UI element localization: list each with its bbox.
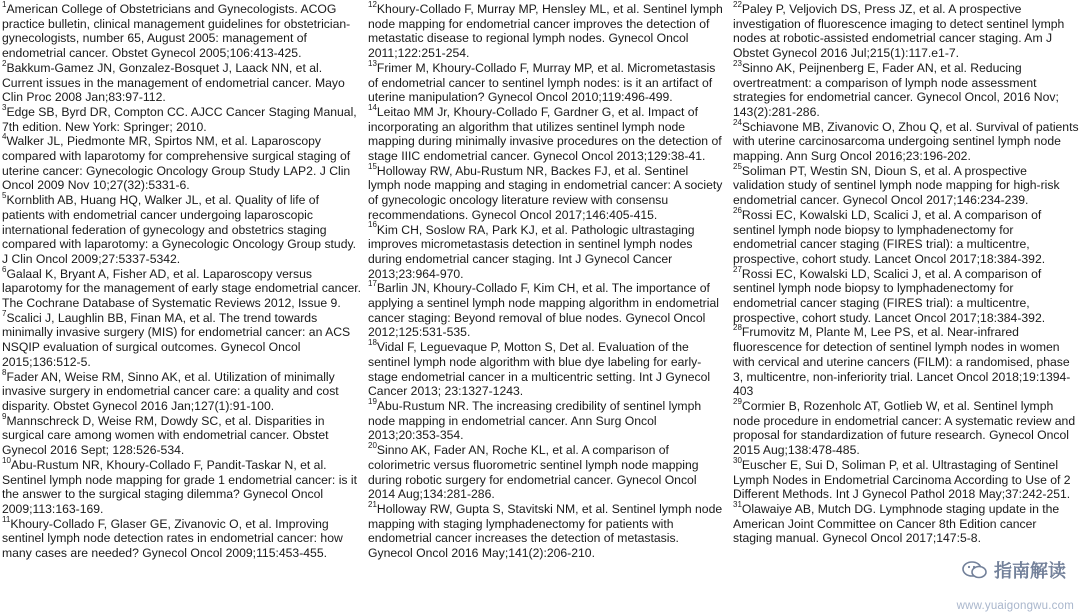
reference-item: [2, 411, 364, 458]
reference-text: Rossi EC, Kowalski LD, Scalici J, et al. A comparison of sentinel lymph node biopsy to lymphadenectomy for endometrial cancer staging (FIRES trial): a multicentre, prospective, cohort study. Lancet Oncol 2017;18:384-392.: [733, 266, 1046, 325]
reference-number: 10: [2, 455, 11, 465]
reference-number: 21: [368, 499, 377, 509]
reference-number: 9: [2, 411, 7, 421]
reference-number: 29: [733, 396, 742, 406]
reference-number: 1: [2, 0, 7, 9]
reference-text: Holloway RW, Abu-Rustum NR, Backes FJ, et al. Sentinel lymph node mapping and staging in endometrial cancer: A society of gynecologic oncology literature review with consensu recommendations. Gynecol Oncol 2017;146:405-415.: [368, 163, 723, 222]
reference-item: [2, 102, 364, 134]
reference-item: [368, 220, 724, 282]
reference-text: Abu-Rustum NR, Khoury-Collado F, Pandit-Taskar N, et al. Sentinel lymph node mapping for grade 1 endometrial cancer: is it the answer to the surgical staging dilemma? Gynecol Oncol 2009;113:163-169.: [2, 457, 357, 516]
reference-column-1: [2, 2, 364, 561]
reference-number: 22: [733, 0, 742, 9]
reference-text: Bakkum-Gamez JN, Gonzalez-Bosquet J, Laack NN, et al. Current issues in the management of endometrial cancer. Mayo Clin Proc 2008 Jan;83:97-112.: [2, 60, 345, 105]
reference-item: [2, 367, 364, 414]
reference-item: [368, 443, 724, 502]
reference-item: [2, 264, 364, 311]
watermark-url: www.yuaigongwu.com: [956, 600, 1074, 612]
reference-text: Olawaiye AB, Mutch DG. Lymphnode staging update in the American Joint Committee on Cancer 8th Edition cancer staging manual. Gynecol Oncol 2017;147:5-8.: [733, 501, 1060, 546]
reference-number: 2: [2, 58, 7, 68]
reference-number: 28: [733, 323, 742, 333]
reference-item: [368, 2, 724, 61]
reference-number: 5: [2, 191, 7, 201]
reference-text: Khoury-Collado F, Murray MP, Hensley ML, et al. Sentinel lymph node mapping for endometrial cancer improves the detection of metastatic disease to regional lymph nodes. Gynecol Oncol 2011;122:251-254.: [368, 2, 723, 61]
reference-text: Rossi EC, Kowalski LD, Scalici J, et al. A comparison of sentinel lymph node biopsy to lymphadenectomy for endometrial cancer staging (FIRES trial): a multicentre, prospective, cohort study. Lancet Oncol 2017;18:384-392.: [733, 207, 1046, 266]
reference-text: Fader AN, Weise RM, Sinno AK, et al. Utilization of minimally invasive surgery in endometrial cancer care: a quality and cost disparity. Obstet Gynecol 2016 Jan;127(1):91-100.: [2, 369, 339, 413]
reference-item: [733, 2, 1079, 61]
reference-item: [733, 455, 1079, 502]
reference-number: 19: [368, 396, 377, 406]
reference-item: [368, 161, 724, 223]
reference-item: [2, 58, 364, 105]
watermark-logo: [962, 557, 1066, 583]
reference-item: [2, 514, 364, 561]
reference-number: 23: [733, 58, 742, 68]
reference-item: [733, 205, 1079, 267]
reference-text: Soliman PT, Westin SN, Dioun S, et al. A prospective validation study of sentinel lymph node mapping for high-risk endometrial cancer. Gynecol Oncol 2017;146:234-239.: [733, 163, 1060, 208]
reference-item: [2, 193, 364, 267]
reference-text: Walker JL, Piedmonte MR, Spirtos NM, et al. Laparoscopy compared with laparotomy for comprehensive surgical staging of uterine cancer: Gynecologic Oncology Group Study LAP2. J Clin Oncol 2009 Nov 10;27(32):5331-6.: [2, 134, 351, 193]
reference-number: 20: [368, 441, 377, 451]
reference-text: Sinno AK, Fader AN, Roche KL, et al. A comparison of colorimetric versus fluorometric sentinel lymph node mapping during robotic surgery for endometrial cancer. Gynecol Oncol 2014 Aug;134:281-286.: [368, 443, 699, 502]
reference-item: [368, 499, 724, 561]
reference-text: Mannschreck D, Weise RM, Dowdy SC, et al. Disparities in surgical care among women with endometrial cancer. Obstet Gynecol 2016 Sept; 128:526-534.: [2, 413, 329, 458]
reference-text: Leitao MM Jr, Khoury-Collado F, Gardner G, et al. Impact of incorporating an algorithm that utilizes sentinel lymph node mapping during minimally invasive procedures on the detection of stage IIIC endometrial cancer. Gynecol Oncol 2013;129:38-41.: [368, 104, 722, 164]
reference-text: Barlin JN, Khoury-Collado F, Kim CH, et al. The importance of applying a sentinel lymph node mapping algorithm in endometrial cancer staging: Beyond removal of blue nodes. Gynecol Oncol 2012;125:531-535.: [368, 281, 719, 340]
reference-column-2: [368, 2, 724, 561]
reference-number: 6: [2, 264, 7, 274]
reference-item: [733, 117, 1079, 164]
reference-item: [368, 58, 724, 105]
reference-item: [368, 340, 724, 399]
reference-text: Schiavone MB, Zivanovic O, Zhou Q, et al. Survival of patients with uterine carcinosarcoma undergoing sentinel lymph node mapping. Ann Surg Oncol 2016;23:196-202.: [733, 119, 1079, 164]
reference-text: Khoury-Collado F, Glaser GE, Zivanovic O, et al. Improving sentinel lymph node detection rates in endometrial cancer: how many cases are needed? Gynecol Oncol 2009;115:453-455.: [2, 516, 343, 561]
reference-number: 3: [2, 102, 7, 112]
reference-item: [2, 134, 364, 193]
reference-text: Galaal K, Bryant A, Fisher AD, et al. Laparoscopy versus laparotomy for the management of early stage endometrial cancer. The Cochrane Database of Systematic Reviews 2012, Issue 9.: [2, 266, 362, 311]
reference-text: Edge SB, Byrd DR, Compton CC. AJCC Cancer Staging Manual, 7th edition. New York: Springer; 2010.: [2, 104, 357, 134]
reference-number: 7: [2, 308, 7, 318]
reference-number: 13: [368, 58, 377, 68]
reference-item: [2, 2, 364, 61]
reference-number: 16: [368, 220, 377, 230]
reference-item: [733, 161, 1079, 208]
reference-text: Paley P, Veljovich DS, Press JZ, et al. A prospective investigation of fluorescence imaging to detect sentinel lymph nodes at robotic-assisted endometrial cancer staging. Am J Obstet Gynecol 2016 Jul;215(1):117.e1-7.: [733, 2, 1065, 61]
reference-item: [733, 499, 1079, 546]
reference-number: 12: [368, 0, 377, 9]
reference-text: Kim CH, Soslow RA, Park KJ, et al. Pathologic ultrastaging improves micrometastasis detection in sentinel lymph nodes during endometrial cancer staging. Int J Gynecol Cancer 2013;23:964-970.: [368, 222, 695, 281]
reference-text: Abu-Rustum NR. The increasing credibility of sentinel lymph node mapping in endometrial cancer. Ann Surg Oncol 2013;20:353-354.: [368, 398, 702, 443]
reference-text: Frumovitz M, Plante M, Lee PS, et al. Near-infrared fluorescence for detection of sentinel lymph nodes in women with cervical and uterine cancers (FILM): a randomised, phase 3, multicentre, non-inferiority trial. Lancet Oncol 2018;19:1394-403: [733, 325, 1071, 399]
reference-number: 11: [2, 514, 11, 524]
reference-number: 30: [733, 455, 742, 465]
reference-number: 8: [2, 367, 7, 377]
reference-text: Frimer M, Khoury-Collado F, Murray MP, et al. Micrometastasis of endometrial cancer to sentinel lymph nodes: is it an artifact of uterine manipulation? Gynecol Oncol 2010;119:496-499.: [368, 60, 716, 105]
reference-text: Cormier B, Rozenholc AT, Gotlieb W, et al. Sentinel lymph node procedure in endometrial cancer: A systematic review and proposal for standardization of future research. Gynecol Oncol 2015 Aug;138:478-485.: [733, 398, 1076, 458]
reference-number: 18: [368, 338, 377, 348]
reference-number: 26: [733, 205, 742, 215]
reference-item: [368, 281, 724, 340]
reference-item: [733, 264, 1079, 326]
reference-item: [368, 102, 724, 164]
reference-text: Vidal F, Leguevaque P, Motton S, Det al. Evaluation of the sentinel lymph node algorithm with blue dye labeling for early-stage endometrial cancer in a multicentric setting. Int J Gynecol Cancer 2013; 23:1327-1243.: [368, 340, 711, 399]
reference-number: 25: [733, 161, 742, 171]
reference-item: [733, 325, 1079, 399]
reference-text: Euscher E, Sui D, Soliman P, et al. Ultrastaging of Sentinel Lymph Nodes in Endometrial Carcinoma According to Use of 2 Different Methods. Int J Gynecol Pathol 2018 May;37:242-251.: [733, 457, 1071, 502]
reference-item: [2, 308, 364, 370]
reference-item: [368, 396, 724, 443]
reference-item: [733, 58, 1079, 120]
reference-item: [733, 396, 1079, 458]
reference-number: 24: [733, 117, 742, 127]
reference-number: 4: [2, 132, 7, 142]
reference-number: 15: [368, 161, 377, 171]
watermark-label: 指南解读: [994, 561, 1066, 581]
reference-number: 17: [368, 279, 377, 289]
reference-text: Kornblith AB, Huang HQ, Walker JL, et al. Quality of life of patients with endometrial cancer undergoing laparoscopic international federation of gynecology and obstetrics staging compared with laparotomy: a Gynecologic Oncology Group study. J Clin Oncol 2009;27:5337-5342.: [2, 193, 357, 266]
reference-column-3: [733, 2, 1079, 546]
reference-item: [2, 455, 364, 517]
reference-text: American College of Obstetricians and Gynecologists. ACOG practice bulletin, clinical management guidelines for obstetrician-gynecologists, number 65, August 2005: management of endometrial cancer. Obstet Gynecol 2005;106:413-425.: [2, 2, 351, 61]
reference-text: Sinno AK, Peijnenberg E, Fader AN, et al. Reducing overtreatment: a comparison of lymph node assessment strategies for endometrial cancer. Gynecol Oncol, 2016 Nov; 143(2):281-286.: [733, 60, 1059, 119]
reference-text: Holloway RW, Gupta S, Stavitski NM, et al. Sentinel lymph node mapping with staging lymphadenectomy for patients with endometrial cancer increases the detection of metastasis. Gynecol Oncol 2016 May;141(2):206-210.: [368, 501, 723, 561]
reference-number: 31: [733, 499, 742, 509]
reference-text: Scalici J, Laughlin BB, Finan MA, et al. The trend towards minimally invasive surgery (MIS) for endometrial cancer: an ACS NSQIP evaluation of surgical outcomes. Gynecol Oncol 2015;136:512-5.: [2, 310, 351, 369]
reference-number: 27: [733, 264, 742, 274]
wechat-icon: [962, 560, 988, 580]
reference-number: 14: [368, 102, 377, 112]
